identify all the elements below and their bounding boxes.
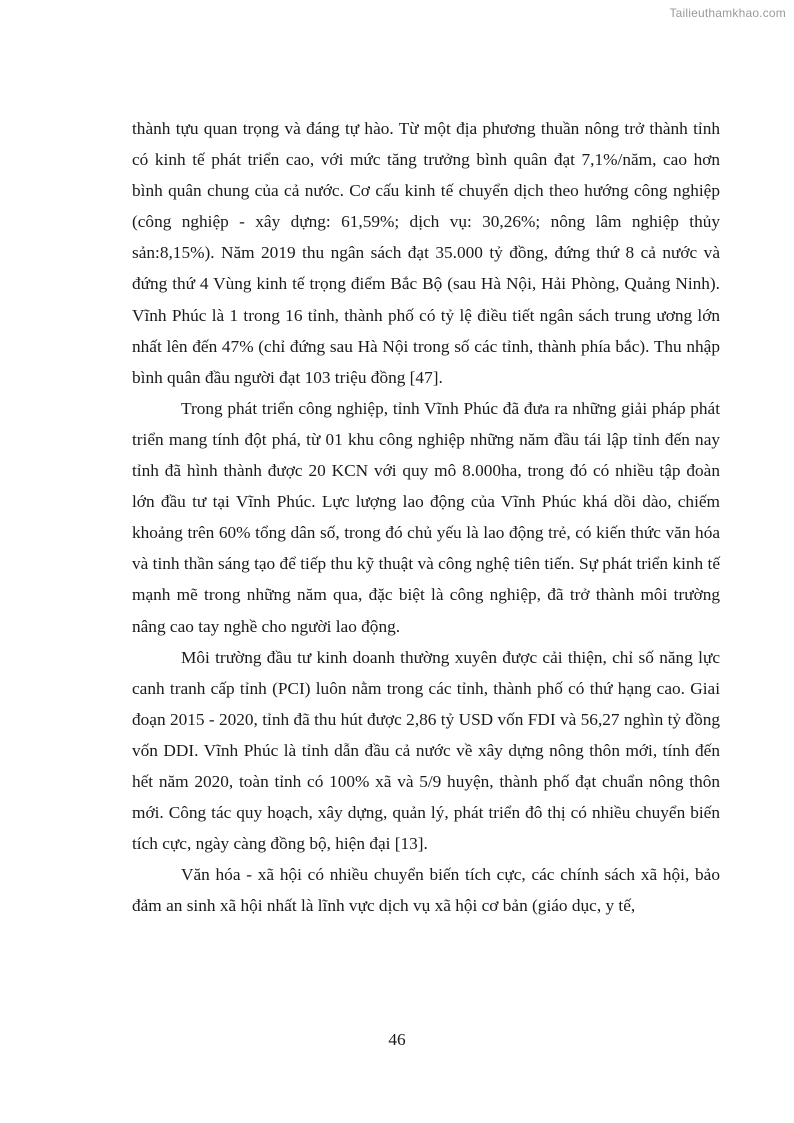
paragraph-investment-environment: Môi trường đầu tư kinh doanh thường xuyên được cải thiện, chỉ số năng lực canh tranh cấp tỉnh (PCI) luôn nằm trong các tỉnh, thành phố có thứ hạng cao. Giai đoạn 2015 - 2020, tỉnh đã thu hút được 2,86 tỷ USD vốn FDI và 56,27 nghìn tỷ đồng vốn DDI. Vĩnh Phúc là tỉnh dẫn đầu cả nước về xây dựng nông thôn mới, tính đến hết năm 2020, toàn tỉnh có 100% xã và 5/9 huyện, thành phố đạt chuẩn nông thôn mới. Công tác quy hoạch, xây dựng, quản lý, phát triển đô thị có nhiều chuyển biến tích cực, ngày càng đồng bộ, hiện đại [13]. <box>132 647 720 854</box>
paragraph-culture-society: Văn hóa - xã hội có nhiều chuyển biến tích cực, các chính sách xã hội, bảo đảm an sinh xã hội nhất là lĩnh vực dịch vụ xã hội cơ bản (giáo dục, y tế, <box>132 865 720 916</box>
paragraph-industrial-development: Trong phát triển công nghiệp, tỉnh Vĩnh Phúc đã đưa ra những giải pháp phát triển mang tính đột phá, từ 01 khu công nghiệp những năm đầu tái lập tỉnh đến nay tỉnh đã hình thành được 20 KCN với quy mô 8.000ha, trong đó có nhiều tập đoàn lớn đầu tư tại Vĩnh Phúc. Lực lượng lao động của Vĩnh Phúc khá dồi dào, chiếm khoảng trên 60% tổng dân số, trong đó chủ yếu là lao động trẻ, có kiến thức văn hóa và tinh thần sáng tạo để tiếp thu kỹ thuật và công nghệ tiên tiến. Sự phát triển kinh tế mạnh mẽ trong những năm qua, đặc biệt là công nghiệp, đã trở thành môi trường nâng cao tay nghề cho người lao động. <box>132 398 720 636</box>
page-number: 46 <box>388 1030 406 1049</box>
document-body <box>132 113 720 921</box>
paragraph-continued: thành tựu quan trọng và đáng tự hào. Từ một địa phương thuần nông trở thành tỉnh có kinh tế phát triển cao, với mức tăng trưởng bình quân đạt 7,1%/năm, cao hơn bình quân chung của cả nước. Cơ cấu kinh tế chuyển dịch theo hướng công nghiệp (công nghiệp - xây dựng: 61,59%; dịch vụ: 30,26%; nông lâm nghiệp thủy sản:8,15%). Năm 2019 thu ngân sách đạt 35.000 tỷ đồng, đứng thứ 8 cả nước và đứng thứ 4 Vùng kinh tế trọng điểm Bắc Bộ (sau Hà Nội, Hải Phòng, Quảng Ninh). Vĩnh Phúc là 1 trong 16 tỉnh, thành phố có tỷ lệ điều tiết ngân sách trung ương lớn nhất lên đến 47% (chỉ đứng sau Hà Nội trong số các tỉnh, thành phía bắc). Thu nhập bình quân đầu người đạt 103 triệu đồng [47]. <box>132 119 720 387</box>
watermark-text: Tailieuthamkhao.com <box>669 6 786 20</box>
